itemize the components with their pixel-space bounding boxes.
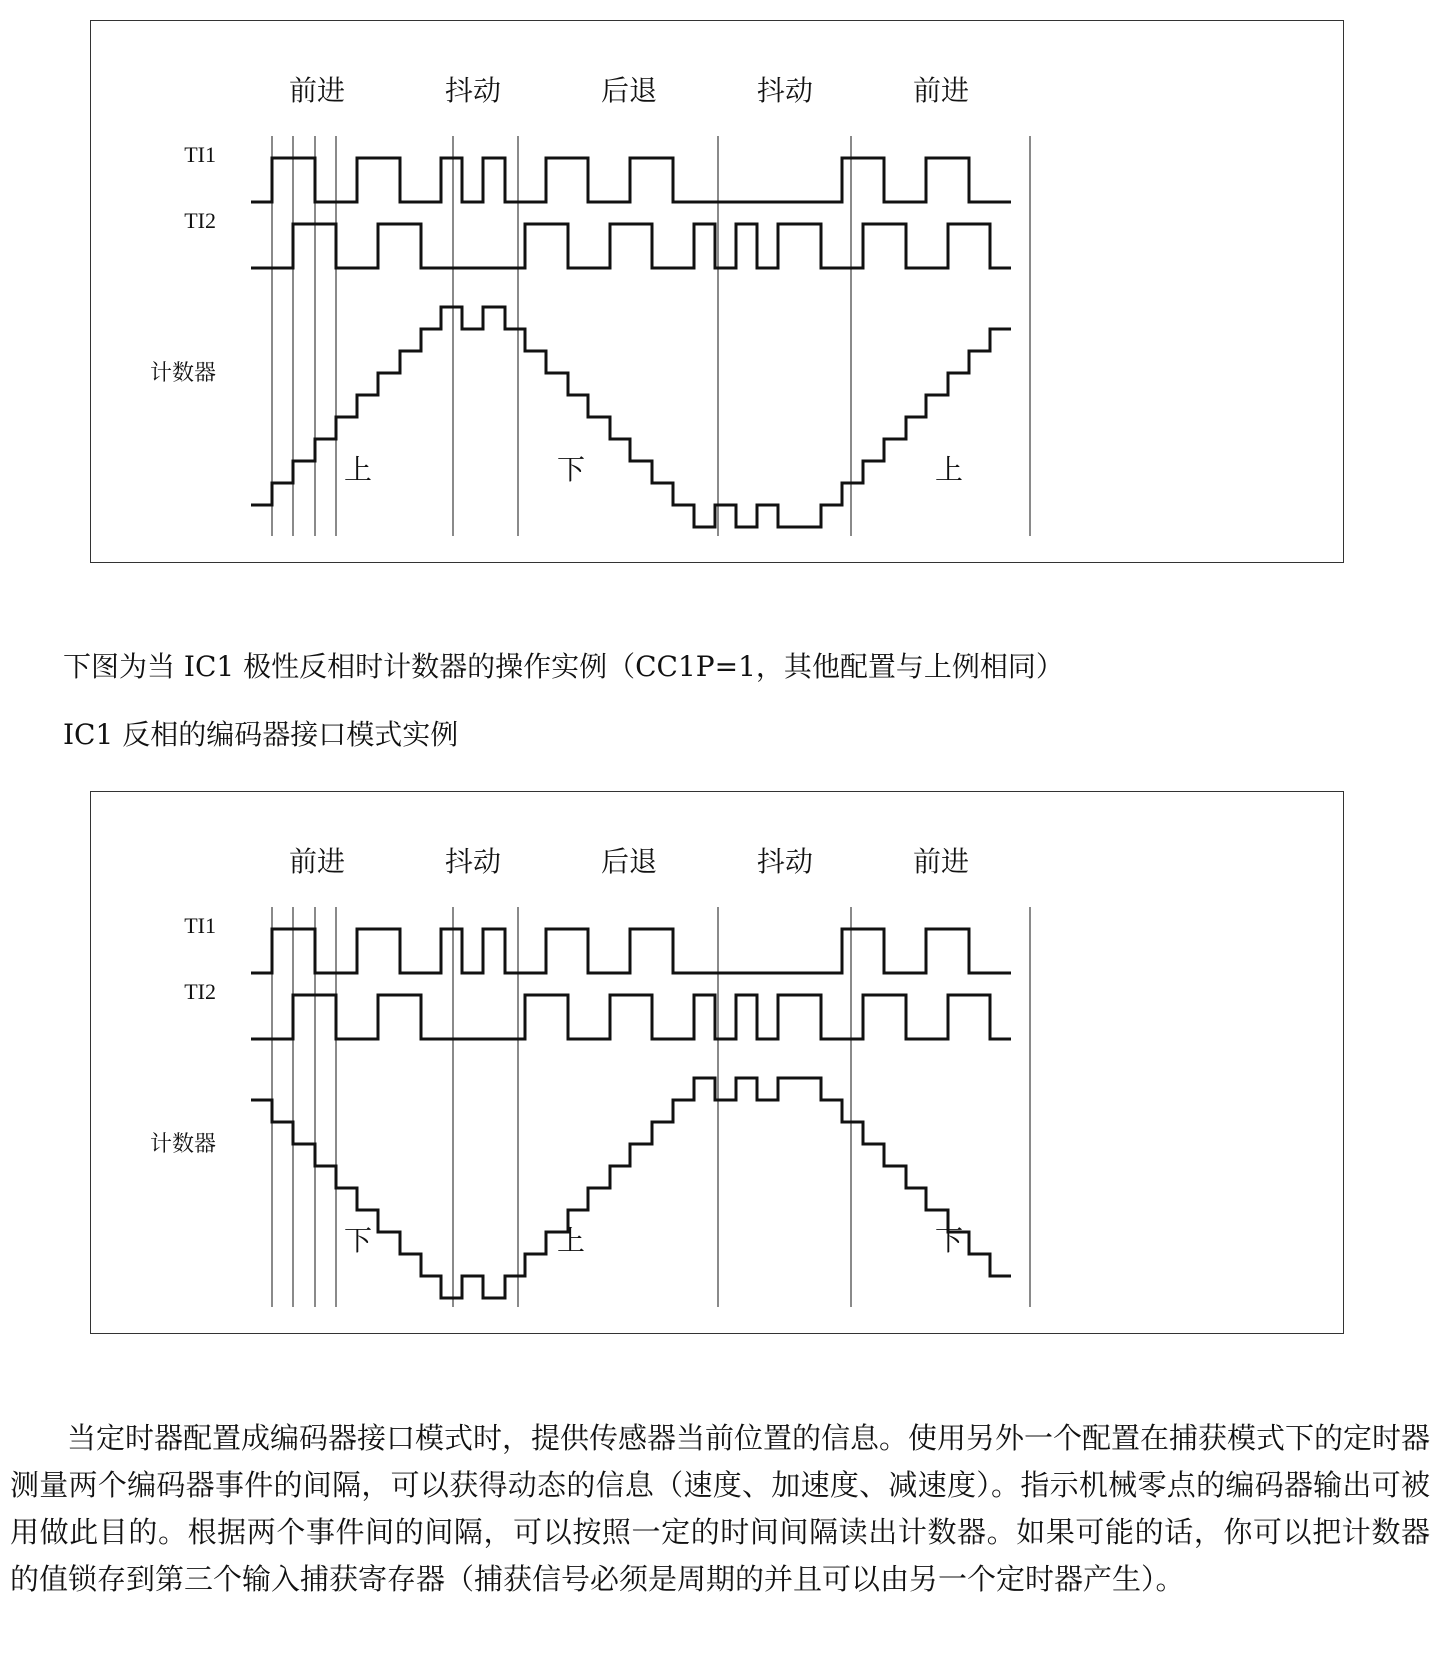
- paragraph-text: 当定时器配置成编码器接口模式时，提供传感器当前位置的信息。使用另外一个配置在捕获模式下的定时器测量两个编码器事件的间隔，可以获得动态的信息（速度、加速度、减速度）。指示机械零点的编码器输出可被用做此目的。根据两个事件间的间隔，可以按照一定的时间间隔读出计数器。如果可能的话，你可以把计数器的值锁存到第三个输入捕获寄存器（捕获信号必须是周期的并且可以由另一个定时器产生）。: [10, 1421, 1431, 1596]
- ti1-waveform: [251, 158, 1011, 202]
- direction-label: 下: [935, 1224, 964, 1257]
- phase-boundary-lines: [272, 907, 1030, 1307]
- counter-label: 计数器: [149, 1132, 216, 1157]
- phase-label: 后退: [600, 74, 658, 107]
- figure-title-inverted: IC1 反相的编码器接口模式实例: [63, 718, 459, 751]
- body-paragraph: [10, 1415, 1430, 1603]
- ti2-label: TI2: [184, 979, 216, 1004]
- ti2-waveform: [251, 995, 1011, 1039]
- direction-label: 上: [935, 453, 964, 486]
- timing-diagram-svg: [91, 21, 1345, 564]
- direction-label: 上: [344, 453, 373, 486]
- timing-diagram-normal: [90, 20, 1344, 563]
- timing-diagram-svg: [91, 792, 1345, 1335]
- phase-label: 前进: [912, 74, 970, 107]
- timing-diagram-inverted: [90, 791, 1344, 1334]
- ti1-label: TI1: [184, 142, 216, 167]
- ti2-label: TI2: [184, 208, 216, 233]
- ti2-waveform: [251, 224, 1011, 268]
- ti1-waveform: [251, 929, 1011, 973]
- phase-label: 前进: [288, 74, 346, 107]
- phase-label: 抖动: [756, 845, 814, 878]
- phase-label: 抖动: [756, 74, 814, 107]
- counter-waveform: [251, 307, 1011, 527]
- direction-label: 下: [557, 453, 586, 486]
- phase-label: 前进: [912, 845, 970, 878]
- counter-waveform: [251, 1078, 1011, 1298]
- direction-label: 下: [344, 1224, 373, 1257]
- caption-inverted-example: 下图为当 IC1 极性反相时计数器的操作实例（CC1P=1，其他配置与上例相同）: [63, 650, 1064, 683]
- phase-label: 抖动: [444, 74, 502, 107]
- ti1-label: TI1: [184, 913, 216, 938]
- counter-label: 计数器: [149, 361, 216, 386]
- direction-label: 上: [557, 1224, 586, 1257]
- phase-label: 抖动: [444, 845, 502, 878]
- phase-label: 前进: [288, 845, 346, 878]
- phase-label: 后退: [600, 845, 658, 878]
